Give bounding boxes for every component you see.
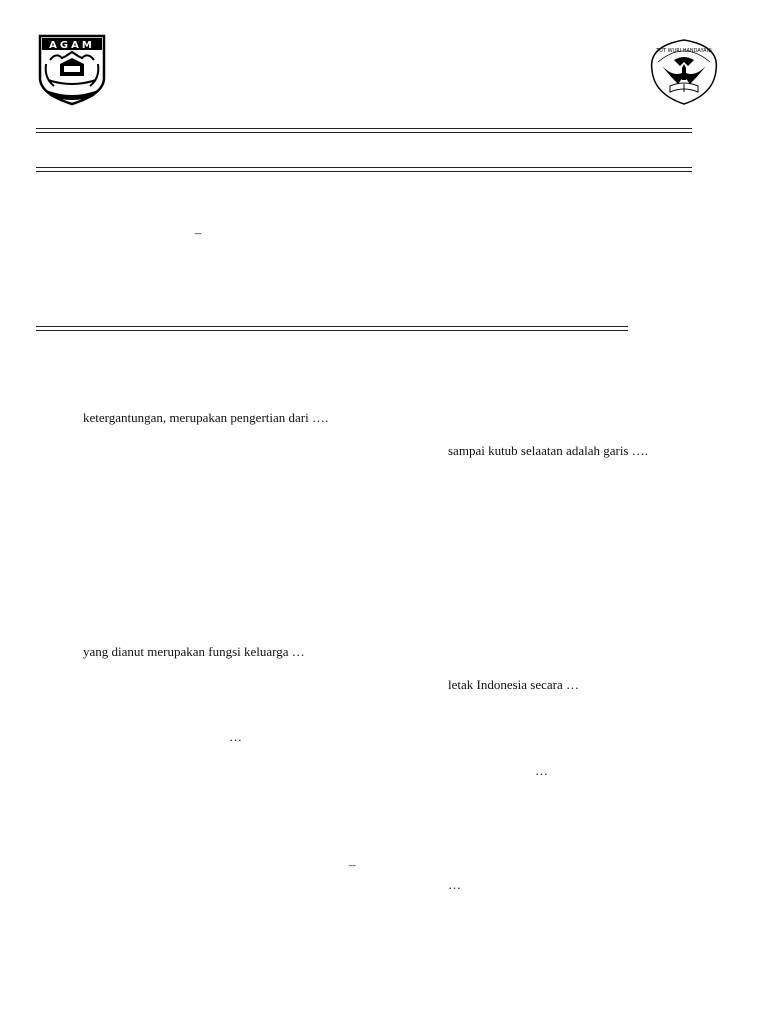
right-question-1-text: sampai kutub selaatan adalah garis …. [448, 443, 648, 458]
right-question-2-text: letak Indonesia secara … [448, 677, 580, 692]
section-divider [36, 326, 628, 334]
crest-lettering: AGAM [49, 40, 95, 51]
emblem-lettering: TUT WURI HANDAYANI [656, 48, 712, 54]
tut-wuri-handayani-logo [644, 36, 724, 108]
left-question-2-text: yang dianut merupakan fungsi keluarga … [83, 644, 305, 659]
agam-regency-crest-logo [36, 34, 108, 106]
info-dash: – [195, 225, 202, 240]
left-dash-b: – [349, 857, 356, 872]
tut-wuri-handayani-icon [644, 36, 724, 108]
right-ellipsis-b: … [448, 877, 461, 892]
agam-crest-icon [36, 34, 108, 106]
left-ellipsis-a: … [229, 729, 242, 744]
header-divider-bottom [36, 167, 692, 175]
right-ellipsis-a: … [535, 763, 548, 778]
left-question-1-text: ketergantungan, merupakan pengertian dari …. [83, 410, 329, 425]
header-divider-top [36, 128, 692, 136]
